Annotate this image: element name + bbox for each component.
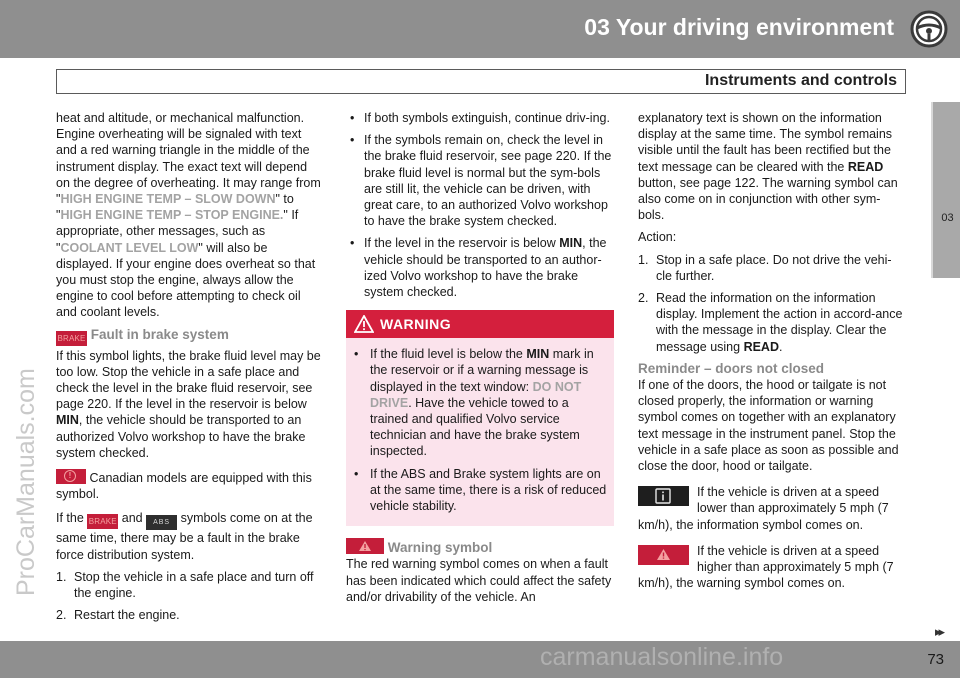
column-1 [56,110,322,629]
canadian-paragraph: ! Canadian models are equipped with this symbol. [56,469,322,502]
doors-paragraph: If one of the doors, the hood or tailgate is not closed properly, the information or warning symbol comes on together with an explanatory text message in the instrument panel. Stop the vehicle in a safe place as soon as possible and close the door, hood or tailgate. [638,378,899,474]
info-symbol-icon [638,486,689,506]
brake-fault-heading: BRAKE Fault in brake system [56,327,322,346]
action-steps-list [638,252,906,355]
warning-title: WARNING [380,316,452,333]
list-item: • If the level in the reservoir is below MIN, the vehicle should be transported to an author-ized Volvo workshop to have the brake system checked. [346,235,614,300]
brake-steps-list [56,569,322,624]
list-item: • If the fluid level is below the MIN mark in the reservoir or if a warning message is displayed in the text window: DO NOT DRIVE. Have the vehicle towed to a trained and qualified Volvo service technician and have the brake system inspected. [346,346,608,459]
brake-fault-paragraph: If this symbol lights, the brake fluid level may be too low. Stop the vehicle in a safe place and check the level in the brake fluid reservoir, see page 220. If the level in the reservoir is below MIN, the vehicle should be transported to an authorized Volvo workshop to have the brake system checked. [56,348,321,460]
brake-symbol-icon: BRAKE [87,514,118,529]
list-item: 1. Stop in a safe place. Do not drive the vehi-cle further. [638,252,892,283]
warning-symbol-icon [346,538,384,554]
overheat-paragraph: heat and altitude, or mechanical malfunction. Engine overheating will be signaled with text and a red warning triangle in the middle of the instrument display. The exact text will depend on the degree of overheating. It may range from "HIGH ENGINE TEMP – SLOW DOWN" to "HIGH ENGINE TEMP – STOP ENGINE." If appropriate, other messages, such as "COOLANT LEVEL LOW" will also be displayed. If your engine does overheat so that you must stop the engine, always allow the engine to cool before attempting to check oil and coolant levels. [56,111,321,320]
brake-symbol-icon: BRAKE [56,331,87,346]
column-2 [346,110,614,611]
explanatory-paragraph: explanatory text is shown on the information display at the same time. The symbol remains visible until the fault has been rectified but the text message can be cleared with the READ button, see page 122. The warning symbol can also come on in conjunction with other sym-bols. [638,111,898,223]
abs-brake-paragraph: If the BRAKE and ABS symbols come on at the same time, there may be a fault in the brake force distribution system. [56,511,313,562]
vertical-watermark: ProCarManuals.com [12,368,40,596]
page-number: 73 [927,651,944,668]
doors-heading: Reminder – doors not closed [638,360,825,376]
list-item: • If both symbols extinguish, continue driv-ing. [346,110,614,126]
info-symbol-paragraph: If the vehicle is driven at a speed lower than approximately 5 mph (7 km/h), the information symbol comes on. [638,485,889,532]
warn-symbol-paragraph: If the vehicle is driven at a speed higher than approximately 5 mph (7 km/h), the warning symbol comes on. [638,543,894,591]
warning-symbol-icon [638,545,689,565]
list-item: 1. Stop the vehicle in a safe place and turn off the engine. [56,569,314,601]
warning-box [346,310,614,526]
section-title-bar [56,69,906,94]
warning-symbol-heading: Warning symbol [346,538,614,556]
brake-circle-icon [56,469,86,484]
footer-bar [0,641,960,678]
warning-body [346,338,614,526]
list-item: 2. Restart the engine. [56,608,180,623]
warning-symbol-paragraph: The red warning symbol comes on when a fault has been indicated which could affect the safety and/or drivability of the vehicle. An [346,557,612,604]
warning-bullets [346,346,608,514]
column-3 [638,110,906,597]
steering-wheel-icon [906,6,952,52]
warning-header [346,310,614,338]
list-item: 2. Read the information on the information display. Implement the action in accord-ance with the message in the display. Clear the message using READ. [638,291,903,354]
bottom-watermark: carmanualsonline.info [540,643,784,671]
side-tab-label: 03 [941,212,954,224]
abs-symbol-icon: ABS [146,515,177,530]
brake-bullets [346,110,614,300]
list-item: • If the ABS and Brake system lights are on at the same time, there is a risk of reduced vehicle stability. [346,466,608,515]
action-label: Action: [638,230,677,245]
chapter-side-tab [931,102,960,278]
chapter-title: 03 Your driving environment [584,14,894,40]
warning-triangle-icon [354,315,374,333]
section-title: Instruments and controls [704,72,897,89]
list-item: • If the symbols remain on, check the level in the brake fluid reservoir, see page 220. If the brake fluid level is normal but the sym-bols are still lit, the vehicle can be driven, with great care, to an authorized Volvo workshop to have the brake system checked. [346,132,614,229]
next-page-arrows: ▸▸ [934,624,942,639]
